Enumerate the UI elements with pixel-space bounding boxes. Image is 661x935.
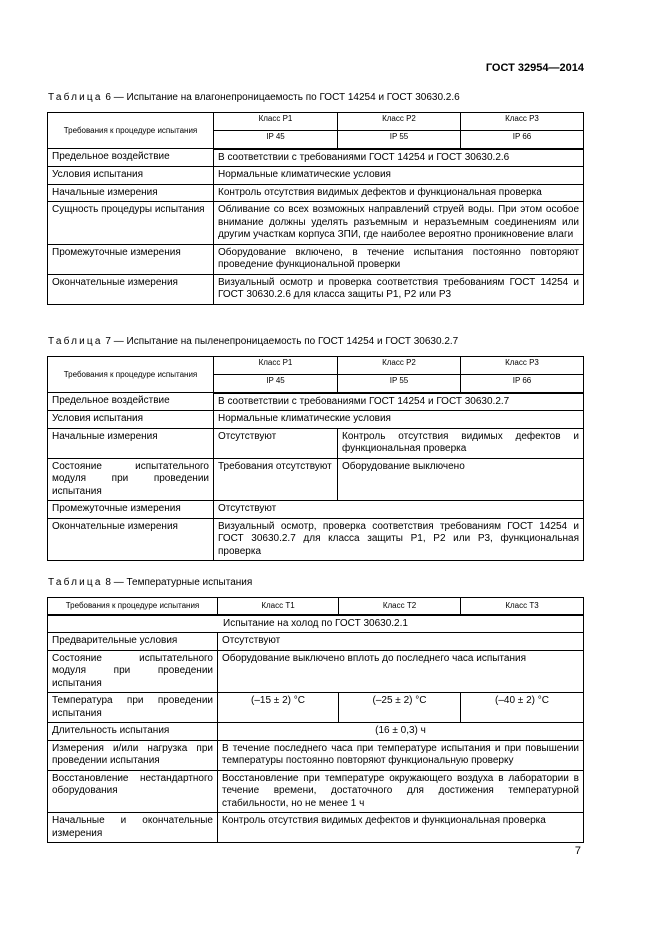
row-label: Окончательные измерения (48, 274, 214, 304)
table-7 (47, 356, 584, 561)
row-label: Условия испытания (48, 167, 214, 185)
row-value: В течение последнего часа при температуре испытания и при повышении температуры постоянно повторяют функциональную проверку (218, 740, 584, 770)
table-row (48, 740, 584, 770)
table6-class-2: Класс Р2 (338, 113, 461, 131)
table6-ip-2: IP 55 (338, 131, 461, 149)
row-label: Окончательные измерения (48, 518, 214, 561)
table6-class-1: Класс Р1 (214, 113, 338, 131)
table6-col-header: Требования к процедуре испытания (48, 113, 214, 149)
row-label: Предельное воздействие (48, 149, 214, 167)
table-row (48, 770, 584, 813)
row-value: Отсутствуют (218, 633, 584, 651)
row-value: Контроль отсутствия видимых дефектов и функциональная проверка (218, 813, 584, 843)
row-value: Восстановление при температуре окружающего воздуха в лаборатории в течение времени, достаточного для достижения температурной стабильности, но не менее 1 ч (218, 770, 584, 813)
caption-word: Таблица (48, 92, 103, 103)
table-row (48, 501, 584, 519)
table6-caption (48, 92, 460, 103)
table-row (48, 615, 584, 633)
row-label: Промежуточные измерения (48, 501, 214, 519)
table-row (48, 650, 584, 693)
row-label: Состояние испытательного модуля при проведении испытания (48, 458, 214, 501)
row-value: Нормальные климатические условия (214, 411, 584, 429)
row-label: Измерения и/или нагрузка при проведении испытания (48, 740, 218, 770)
row-value: Визуальный осмотр и проверка соответствия требованиям ГОСТ 14254 и ГОСТ 30630.2.6 для класса защиты Р1, Р2 или Р3 (214, 274, 584, 304)
row-value: Оборудование выключено вплоть до последнего часа испытания (218, 650, 584, 693)
row-value: (16 ± 0,3) ч (218, 723, 584, 741)
row-value: Требования отсутствуют (214, 458, 338, 501)
table7-ip-3: IP 66 (461, 375, 584, 393)
table-row (48, 202, 584, 245)
row-label: Сущность процедуры испытания (48, 202, 214, 245)
standard-number: ГОСТ 32954—2014 (485, 62, 584, 74)
caption-text: 8 — Температурные испытания (102, 577, 253, 588)
table-row (48, 149, 584, 167)
row-value: Контроль отсутствия видимых дефектов и функциональная проверка (338, 428, 584, 458)
table8-class-3: Класс Т3 (461, 598, 584, 615)
row-label: Начальные измерения (48, 428, 214, 458)
row-label: Предельное воздействие (48, 393, 214, 411)
table-row (48, 813, 584, 843)
table6-ip-3: IP 66 (461, 131, 584, 149)
table7-col-header: Требования к процедуре испытания (48, 357, 214, 393)
caption-word: Таблица (48, 336, 103, 347)
table7-class-2: Класс Р2 (338, 357, 461, 375)
row-label: Условия испытания (48, 411, 214, 429)
table-row (48, 723, 584, 741)
row-value: Отсутствуют (214, 501, 584, 519)
table-row (48, 693, 584, 723)
table8-class-2: Класс Т2 (339, 598, 461, 615)
table-row (48, 184, 584, 202)
row-value: В соответствии с требованиями ГОСТ 14254 и ГОСТ 30630.2.6 (214, 149, 584, 167)
table-row (48, 411, 584, 429)
row-value: (–25 ± 2) °С (339, 693, 461, 723)
row-label: Промежуточные измерения (48, 244, 214, 274)
caption-word: Таблица (48, 577, 103, 588)
row-label: Длительность испытания (48, 723, 218, 741)
table7-ip-2: IP 55 (338, 375, 461, 393)
row-value: Нормальные климатические условия (214, 167, 584, 185)
table-row (48, 393, 584, 411)
row-label: Начальные измерения (48, 184, 214, 202)
row-label: Температура при проведении испытания (48, 693, 218, 723)
table-row (48, 167, 584, 185)
table7-ip-1: IP 45 (214, 375, 338, 393)
caption-text: 6 — Испытание на влагонепроницаемость по ГОСТ 14254 и ГОСТ 30630.2.6 (102, 92, 460, 103)
table-6 (47, 112, 584, 305)
table8-section-title: Испытание на холод по ГОСТ 30630.2.1 (48, 615, 584, 633)
row-label: Восстановление нестандартного оборудования (48, 770, 218, 813)
table6-class-3: Класс Р3 (461, 113, 584, 131)
table8-col-header: Требования к процедуре испытания (48, 598, 218, 615)
page-number: 7 (574, 845, 581, 857)
row-value: В соответствии с требованиями ГОСТ 14254 и ГОСТ 30630.2.7 (214, 393, 584, 411)
caption-text: 7 — Испытание на пыленепроницаемость по ГОСТ 14254 и ГОСТ 30630.2.7 (102, 336, 459, 347)
table6-ip-1: IP 45 (214, 131, 338, 149)
row-label: Предварительные условия (48, 633, 218, 651)
row-value: Контроль отсутствия видимых дефектов и функциональная проверка (214, 184, 584, 202)
table7-caption (48, 336, 458, 347)
row-label: Состояние испытательного модуля при проведении испытания (48, 650, 218, 693)
row-value: Оборудование включено, в течение испытания постоянно повторяют проведение функциональной проверки (214, 244, 584, 274)
row-value: Обливание со всех возможных направлений струей воды. При этом особое внимание должны уделять разъемным и неразъемным соединениям или другим участкам корпуса ЗПИ, где наиболее вероятно проникновение влаги (214, 202, 584, 245)
table-row (48, 458, 584, 501)
table-row (48, 274, 584, 304)
table8-class-1: Класс Т1 (218, 598, 339, 615)
row-value: Визуальный осмотр, проверка соответствия требованиям ГОСТ 14254 и ГОСТ 30630.2.7 для класса защиты Р1, Р2 или Р3, функциональная проверка (214, 518, 584, 561)
table7-class-3: Класс Р3 (461, 357, 584, 375)
table-row (48, 633, 584, 651)
table-row (48, 518, 584, 561)
row-value: Отсутствуют (214, 428, 338, 458)
table-8 (47, 597, 584, 843)
table-row (48, 428, 584, 458)
table8-caption (48, 577, 252, 588)
table-row (48, 244, 584, 274)
row-value: Оборудование выключено (338, 458, 584, 501)
row-value: (–40 ± 2) °С (461, 693, 584, 723)
row-value: (–15 ± 2) °С (218, 693, 339, 723)
row-label: Начальные и окончательные измерения (48, 813, 218, 843)
table7-class-1: Класс Р1 (214, 357, 338, 375)
